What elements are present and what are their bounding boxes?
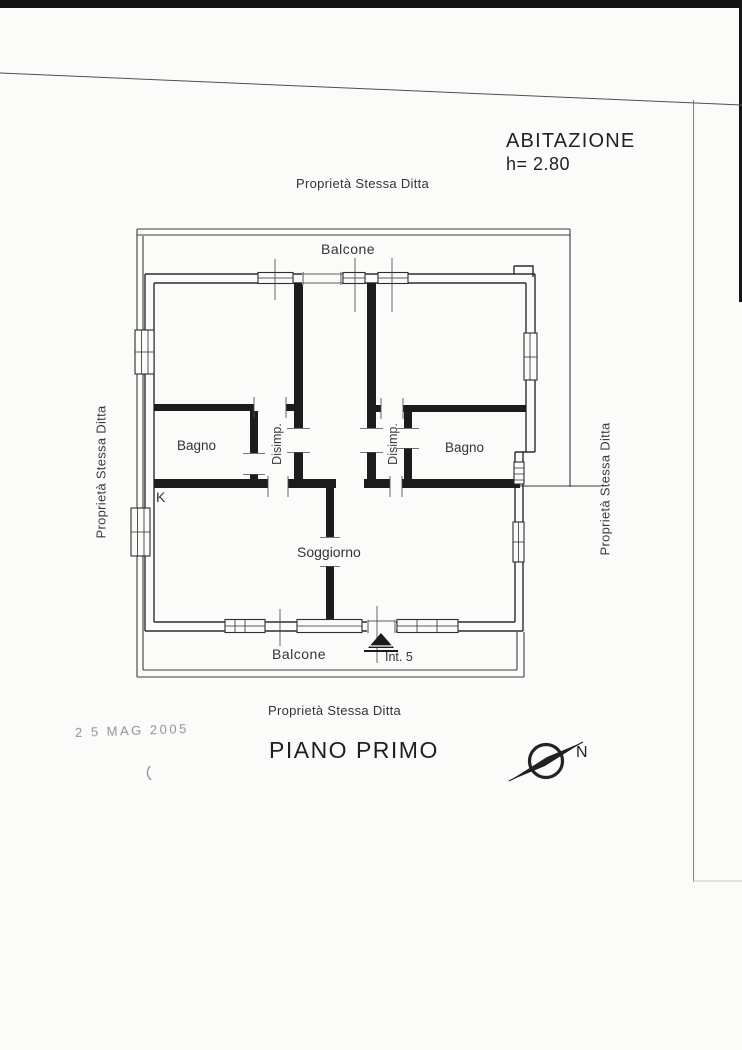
- balcony-top-label: Balcone: [321, 241, 376, 257]
- property-label-left: Proprietà Stessa Ditta: [93, 405, 109, 539]
- entrance-arrow-icon: [364, 633, 398, 651]
- north-label: N: [576, 744, 588, 761]
- room-label-living: Soggiorno: [297, 544, 361, 560]
- ceiling-height-label: h= 2.80: [506, 154, 571, 174]
- dwelling-type-label: ABITAZIONE: [506, 130, 636, 152]
- property-label-top: Proprietà Stessa Ditta: [296, 176, 430, 191]
- floor-title: PIANO PRIMO: [269, 737, 439, 763]
- room-label-kitchen: K: [156, 489, 166, 505]
- balcony-bottom-label: Balcone: [272, 646, 327, 662]
- page-edge-diagonal: [0, 73, 742, 105]
- north-arrow-icon: [509, 742, 583, 781]
- stray-mark: [147, 766, 151, 780]
- property-label-right: Proprietà Stessa Ditta: [597, 422, 613, 556]
- property-label-bottom: Proprietà Stessa Ditta: [268, 703, 402, 718]
- balcony-door-top: [302, 272, 342, 285]
- room-label-bagno-left: Bagno: [177, 438, 217, 453]
- entrance-unit-label: Int. 5: [385, 650, 413, 664]
- room-label-disimpegno-right: Disimp.: [386, 423, 400, 465]
- date-stamp: 2 5 MAG 2005: [74, 721, 190, 740]
- entrance-door-opening: [367, 619, 396, 633]
- room-label-bagno-right: Bagno: [445, 440, 485, 455]
- room-label-disimpegno-left: Disimp.: [270, 423, 284, 465]
